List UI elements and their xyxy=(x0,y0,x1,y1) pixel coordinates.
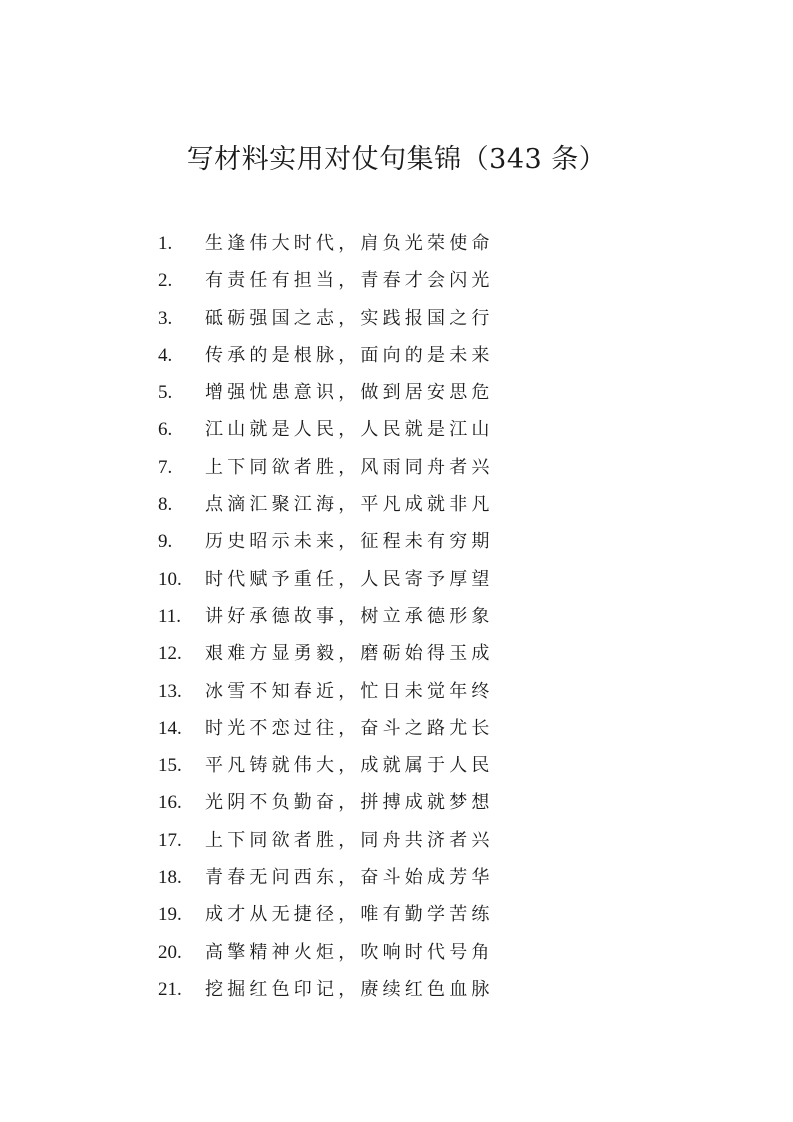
item-text: 上下同欲者胜，风雨同舟者兴 xyxy=(205,456,494,478)
list-item xyxy=(158,747,494,784)
item-text: 点滴汇聚江海，平凡成就非凡 xyxy=(205,494,494,516)
item-number: 3. xyxy=(158,307,173,329)
item-number: 5. xyxy=(158,382,173,404)
list-item xyxy=(158,262,494,299)
item-text: 增强忧患意识，做到居安思危 xyxy=(205,382,494,404)
item-text: 时光不恋过往，奋斗之路尤长 xyxy=(205,717,494,739)
item-text: 历史昭示未来，征程未有穷期 xyxy=(205,531,494,553)
list-item xyxy=(158,635,494,672)
list-item xyxy=(158,896,494,933)
list-item xyxy=(158,971,494,1008)
item-text: 时代赋予重任，人民寄予厚望 xyxy=(205,568,494,590)
item-text: 传承的是根脉，面向的是未来 xyxy=(205,344,494,366)
list-item xyxy=(158,673,494,710)
item-text: 有责任有担当，青春才会闪光 xyxy=(205,270,494,292)
list-item xyxy=(158,374,494,411)
item-number: 4. xyxy=(158,344,173,366)
item-text: 艰难方显勇毅，磨砺始得玉成 xyxy=(205,643,494,665)
item-number: 17. xyxy=(158,829,182,851)
list-item xyxy=(158,561,494,598)
item-number: 11. xyxy=(158,605,182,627)
list-item xyxy=(158,225,494,262)
item-number: 9. xyxy=(158,531,173,553)
item-number: 2. xyxy=(158,270,173,292)
list-item xyxy=(158,449,494,486)
item-number: 16. xyxy=(158,792,182,814)
item-number: 15. xyxy=(158,755,182,777)
item-text: 光阴不负勤奋，拼搏成就梦想 xyxy=(205,792,494,814)
item-number: 20. xyxy=(158,941,182,963)
page-title: 写材料实用对仗句集锦（343 条） xyxy=(186,144,607,175)
list-item xyxy=(158,710,494,747)
item-number: 1. xyxy=(158,233,173,254)
item-text: 挖掘红色印记，赓续红色血脉 xyxy=(205,978,494,1000)
item-number: 13. xyxy=(158,680,182,702)
item-number: 19. xyxy=(158,904,182,926)
list-item xyxy=(158,486,494,523)
item-number: 6. xyxy=(158,419,173,441)
item-text: 江山就是人民，人民就是江山 xyxy=(205,419,494,441)
list-item xyxy=(158,822,494,859)
list-item xyxy=(158,411,494,448)
item-text: 成才从无捷径，唯有勤学苦练 xyxy=(205,904,494,926)
item-number: 14. xyxy=(158,717,182,739)
item-number: 21. xyxy=(158,978,182,1000)
list-item xyxy=(158,300,494,337)
list-item xyxy=(158,934,494,971)
item-text: 平凡铸就伟大，成就属于人民 xyxy=(205,755,494,777)
list-item xyxy=(158,598,494,635)
phrase-list xyxy=(158,225,494,1008)
list-item xyxy=(158,523,494,560)
item-text: 讲好承德故事，树立承德形象 xyxy=(205,605,494,627)
item-text: 砥砺强国之志，实践报国之行 xyxy=(205,307,494,329)
item-text: 生逢伟大时代，肩负光荣使命 xyxy=(205,233,494,254)
item-number: 18. xyxy=(158,867,182,889)
item-text: 上下同欲者胜，同舟共济者兴 xyxy=(205,829,494,851)
list-item xyxy=(158,859,494,896)
list-item xyxy=(158,337,494,374)
item-number: 12. xyxy=(158,643,182,665)
list-item xyxy=(158,784,494,821)
item-text: 冰雪不知春近，忙日未觉年终 xyxy=(205,680,494,702)
item-number: 8. xyxy=(158,494,173,516)
item-text: 高擎精神火炬，吹响时代号角 xyxy=(205,941,494,963)
item-number: 10. xyxy=(158,568,182,590)
item-number: 7. xyxy=(158,456,173,478)
item-text: 青春无问西东，奋斗始成芳华 xyxy=(205,867,494,889)
